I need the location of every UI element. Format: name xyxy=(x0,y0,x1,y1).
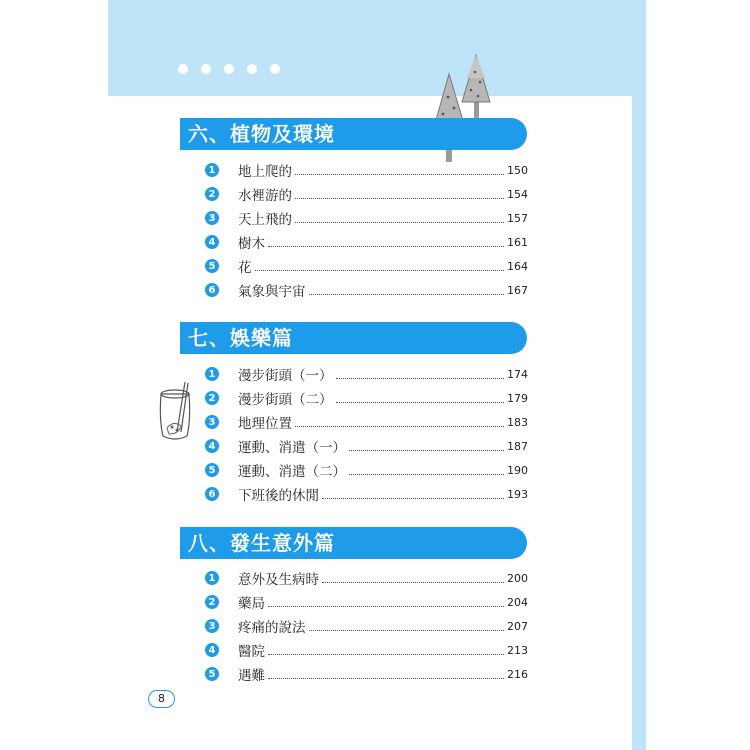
dot xyxy=(178,64,188,74)
section-header: 八、發生意外篇 xyxy=(180,527,527,559)
item-title: 遇難 xyxy=(238,668,265,684)
item-title: 運動、消遣（二） xyxy=(238,464,346,480)
dot-leader xyxy=(322,582,504,583)
item-page: 179 xyxy=(507,391,528,405)
item-number-badge: 6 xyxy=(205,487,219,501)
item-page: 157 xyxy=(507,211,528,225)
toc-item[interactable] xyxy=(205,592,528,612)
toc-item[interactable] xyxy=(205,160,528,180)
item-page: 187 xyxy=(507,439,528,453)
item-number-badge: 3 xyxy=(205,415,219,429)
dot xyxy=(224,64,234,74)
toc-item[interactable] xyxy=(205,436,528,456)
toc-item[interactable] xyxy=(205,640,528,660)
item-number-badge: 4 xyxy=(205,235,219,249)
dot-leader xyxy=(255,270,505,271)
dot-leader xyxy=(349,474,504,475)
item-page: 164 xyxy=(507,259,528,273)
item-number-badge: 1 xyxy=(205,571,219,585)
item-title: 藥局 xyxy=(238,596,265,612)
dot-leader xyxy=(336,402,505,403)
toc-item[interactable] xyxy=(205,664,528,684)
dot-leader xyxy=(309,294,505,295)
dot-leader xyxy=(295,426,504,427)
item-title: 下班後的休閒 xyxy=(238,488,319,504)
toc-item[interactable] xyxy=(205,484,528,504)
toc-item[interactable] xyxy=(205,208,528,228)
header-band xyxy=(108,0,638,96)
item-title: 漫步街頭（一） xyxy=(238,368,333,384)
item-page: 174 xyxy=(507,367,528,381)
item-page: 150 xyxy=(507,163,528,177)
dot-leader xyxy=(295,198,504,199)
dot xyxy=(270,64,280,74)
item-number-badge: 5 xyxy=(205,259,219,273)
decorative-dots xyxy=(178,64,280,74)
item-number-badge: 2 xyxy=(205,187,219,201)
toc-item[interactable] xyxy=(205,256,528,276)
toc-item[interactable] xyxy=(205,568,528,588)
dot-leader xyxy=(336,378,505,379)
toc-item[interactable] xyxy=(205,280,528,300)
item-title: 醫院 xyxy=(238,644,265,660)
item-number-badge: 6 xyxy=(205,283,219,297)
item-number-badge: 2 xyxy=(205,595,219,609)
item-title: 花 xyxy=(238,260,252,276)
toc-item[interactable] xyxy=(205,460,528,480)
item-page: 216 xyxy=(507,667,528,681)
dot-leader xyxy=(295,174,504,175)
item-number-badge: 3 xyxy=(205,211,219,225)
side-strip xyxy=(632,0,646,750)
dot-leader xyxy=(309,630,505,631)
section-header: 七、娛樂篇 xyxy=(180,322,527,354)
item-number-badge: 4 xyxy=(205,439,219,453)
dot xyxy=(247,64,257,74)
item-number-badge: 4 xyxy=(205,643,219,657)
item-title: 氣象與宇宙 xyxy=(238,284,306,300)
section-header: 六、植物及環境 xyxy=(180,118,527,150)
dot-leader xyxy=(268,654,504,655)
dot-leader xyxy=(268,246,504,247)
dot-leader xyxy=(322,498,504,499)
item-title: 水裡游的 xyxy=(238,188,292,204)
toc-item[interactable] xyxy=(205,616,528,636)
dot-leader xyxy=(295,222,504,223)
dot-leader xyxy=(268,606,504,607)
toc-item[interactable] xyxy=(205,412,528,432)
item-page: 213 xyxy=(507,643,528,657)
toc-item[interactable] xyxy=(205,232,528,252)
dot-leader xyxy=(349,450,504,451)
item-title: 天上飛的 xyxy=(238,212,292,228)
item-title: 疼痛的說法 xyxy=(238,620,306,636)
item-page: 200 xyxy=(507,571,528,585)
dot xyxy=(201,64,211,74)
item-number-badge: 5 xyxy=(205,667,219,681)
dot-leader xyxy=(268,678,504,679)
item-title: 地理位置 xyxy=(238,416,292,432)
toc-item[interactable] xyxy=(205,364,528,384)
item-title: 漫步街頭（二） xyxy=(238,392,333,408)
item-title: 地上爬的 xyxy=(238,164,292,180)
item-page: 207 xyxy=(507,619,528,633)
toc-item[interactable] xyxy=(205,184,528,204)
item-title: 運動、消遣（一） xyxy=(238,440,346,456)
toc-item[interactable] xyxy=(205,388,528,408)
item-number-badge: 2 xyxy=(205,391,219,405)
item-title: 樹木 xyxy=(238,236,265,252)
jar-doodle-icon xyxy=(155,380,197,442)
item-number-badge: 1 xyxy=(205,367,219,381)
item-number-badge: 3 xyxy=(205,619,219,633)
item-page: 193 xyxy=(507,487,528,501)
item-page: 167 xyxy=(507,283,528,297)
item-number-badge: 1 xyxy=(205,163,219,177)
page-number: 8 xyxy=(148,690,175,708)
item-title: 意外及生病時 xyxy=(238,572,319,588)
item-page: 161 xyxy=(507,235,528,249)
item-page: 154 xyxy=(507,187,528,201)
item-page: 204 xyxy=(507,595,528,609)
item-page: 183 xyxy=(507,415,528,429)
item-number-badge: 5 xyxy=(205,463,219,477)
item-page: 190 xyxy=(507,463,528,477)
